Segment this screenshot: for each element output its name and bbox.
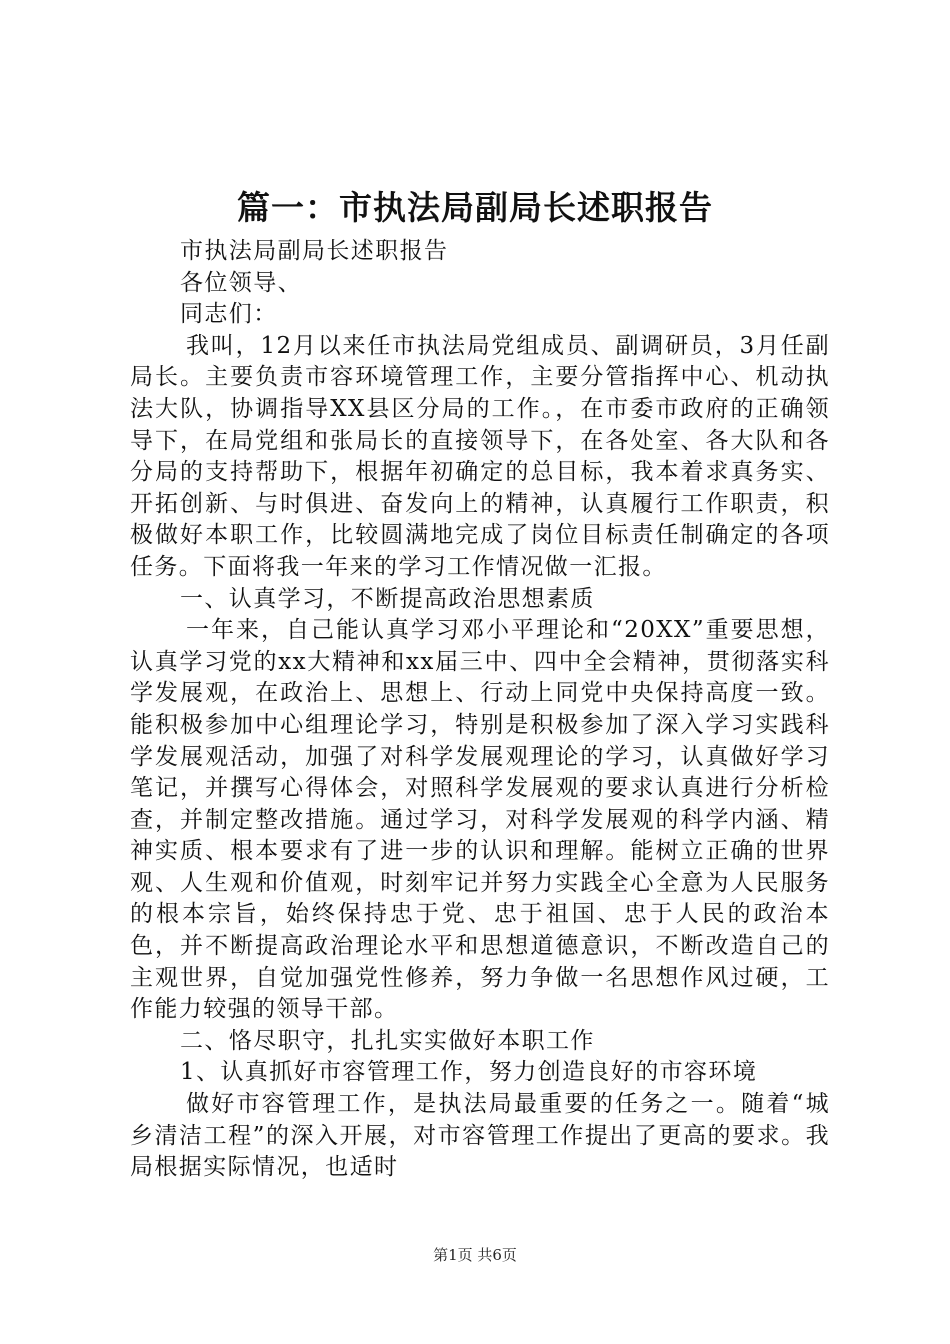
paragraph-city-management: 做好市容管理工作，是执法局最重要的任务之一。随着“城乡清洁工程”的深入开展，对市容管理工作提出了更高的要求。我局根据实际情况，也适时: [130, 1091, 830, 1181]
section-heading-2: 二、恪尽职守，扎扎实实做好本职工作: [180, 1027, 595, 1054]
paragraph-salutation-1: 各位领导、: [180, 269, 302, 296]
document-body: [130, 236, 830, 1184]
paragraph-intro: 我叫，12月以来任市执法局党组成员、副调研员，3月任副局长。主要负责市容环境管理工作，主要分管指挥中心、机动执法大队，协调指导XX县区分局的工作。，在市委市政府的正确领导下，在局党组和张局长的直接领导下，在各处室、各大队和各分局的支持帮助下，根据年初确定的总目标，我本着求真务实、开拓创新、与时俱进、奋发向上的精神，认真履行工作职责，积极做好本职工作，比较圆满地完成了岗位目标责任制确定的各项任务。下面将我一年来的学习工作情况做一汇报。: [130, 332, 830, 580]
paragraph-salutation-2: 同志们：: [180, 301, 278, 328]
paragraph-subtitle: 市执法局副局长述职报告: [180, 238, 449, 264]
paragraph-study: 一年来，自己能认真学习邓小平理论和“20XX”重要思想，认真学习党的xx大精神和xx届三中、四中全会精神，贯彻落实科学发展观，在政治上、思想上、行动上同党中央保持高度一致。能积极参加中心组理论学习，特别是积极参加了深入学习实践科学发展观活动，加强了对科学发展观理论的学习，认真做好学习笔记，并撰写心得体会，对照科学发展观的要求认真进行分析检查，并制定整改措施。通过学习，对科学发展观的科学内涵、精神实质、根本要求有了进一步的认识和理解。能树立正确的世界观、人生观和价值观，时刻牢记并努力实践全心全意为人民服务的根本宗旨，始终保持忠于党、忠于祖国、忠于人民的政治本色，并不断提高政治理论水平和思想道德意识，不断改造自己的主观世界，自觉加强党性修养，努力争做一名思想作风过硬，工作能力较强的领导干部。: [130, 617, 830, 1023]
section-heading-1: 一、认真学习，不断提高政治思想素质: [180, 585, 595, 612]
document-title: 篇一：市执法局副局长述职报告: [237, 188, 713, 227]
subsection-heading-1: 1、认真抓好市容管理工作，努力创造良好的市容环境: [180, 1059, 758, 1086]
page-footer: 第1页 共6页: [433, 1246, 517, 1264]
